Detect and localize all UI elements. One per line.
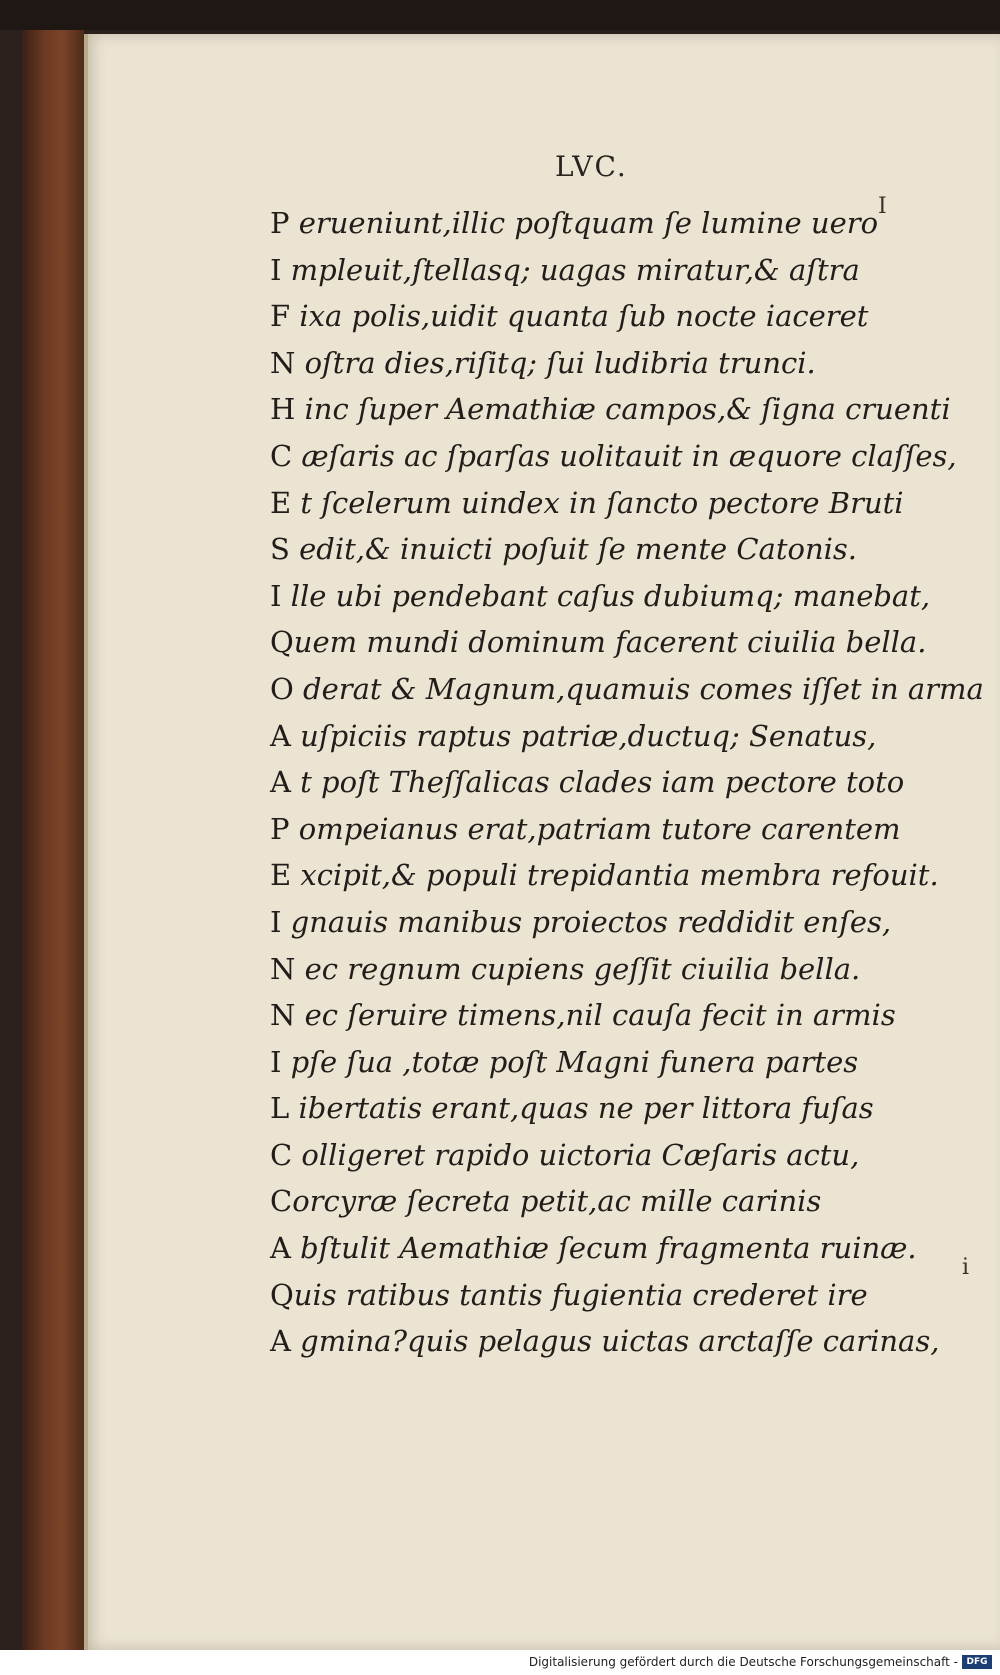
verse-line (270, 433, 957, 480)
verse-line (270, 480, 950, 527)
verse-text: ixa polis,uidit quanta ſub nocte iaceret (290, 299, 869, 334)
verse-initial: S (270, 532, 290, 567)
scan-background (0, 30, 22, 1650)
verse-block (270, 200, 984, 1365)
verse-line (270, 1178, 950, 1225)
verse-initial: A (270, 1324, 291, 1359)
verse-initial: E (270, 858, 292, 893)
verse-text: gnauis manibus proiectos reddidit enſes, (281, 904, 892, 939)
verse-initial: H (270, 392, 296, 427)
verse-text: uem mundi dominum facerent ciuilia bella. (293, 625, 927, 660)
verse-initial: N (270, 951, 296, 986)
verse-text: derat & Magnum,quamuis comes iſſet in arma (293, 671, 984, 706)
verse-text: ec regnum cupiens geſſit ciuilia bella. (295, 951, 861, 986)
margin-mark-bottom: i (962, 1255, 970, 1280)
verse-text: orcyræ ſecreta petit,ac mille carinis (292, 1184, 822, 1219)
verse-initial: I (270, 252, 282, 287)
verse-line (270, 713, 950, 760)
verse-text: lle ubi pendebant caſus dubiumq; manebat, (281, 578, 931, 613)
verse-initial: A (270, 765, 291, 800)
verse-text: inc ſuper Aemathiæ campos,& ſigna cruenti (295, 392, 951, 427)
verse-line (270, 666, 984, 713)
verse-line (270, 1272, 950, 1319)
verse-text: t poſt Theſſalicas clades iam pectore toto (290, 765, 905, 800)
verse-text: t ſcelerum uindex in ſancto pectore Bruti (291, 485, 904, 520)
scan-top-band (0, 0, 1000, 30)
verse-initial: N (270, 998, 296, 1033)
verse-line (270, 1225, 950, 1272)
verse-line (270, 899, 950, 946)
verse-initial: P (270, 811, 290, 846)
verse-initial: L (270, 1091, 290, 1126)
verse-initial: N (270, 345, 296, 380)
verse-line (270, 619, 950, 666)
verse-text: oſtra dies,riſitq; ſui ludibria trunci. (295, 345, 816, 380)
verse-initial: I (270, 578, 282, 613)
verse-line (270, 340, 950, 387)
verse-text: æſaris ac ſparſas uolitauit in æquore claſſes, (292, 438, 957, 473)
verse-text: mpleuit,ſtellasq; uagas miratur,& aſtra (281, 252, 860, 287)
verse-line (270, 200, 950, 247)
verse-line (270, 293, 950, 340)
verse-text: bſtulit Aemathiæ ſecum fragmenta ruinæ. (290, 1231, 917, 1266)
verse-initial: A (270, 718, 291, 753)
verse-initial: C (270, 438, 293, 473)
verse-line (270, 386, 950, 433)
verse-text: uis ratibus tantis fugientia crederet ire (293, 1277, 868, 1312)
verse-text: xcipit,& populi trepidantia membra refouit. (291, 858, 939, 893)
verse-text: uſpiciis raptus patriæ,ductuq; Senatus, (290, 718, 877, 753)
verse-line (270, 852, 950, 899)
verse-line (270, 526, 950, 573)
verse-text: gmina?quis pelagus uictas arctaſſe carinas, (290, 1324, 940, 1359)
verse-text: ec ſeruire timens,nil cauſa fecit in armis (295, 998, 896, 1033)
verse-initial: Q (270, 625, 294, 660)
verse-line (270, 806, 950, 853)
verse-line (270, 1039, 950, 1086)
verse-line (270, 992, 950, 1039)
verse-initial: A (270, 1231, 291, 1266)
verse-text: pſe ſua ,totæ poſt Magni funera partes (281, 1044, 859, 1079)
margin-mark-top: I (878, 194, 887, 219)
verse-text: ompeianus erat,patriam tutore carentem (289, 811, 901, 846)
verse-line (270, 247, 950, 294)
verse-line (270, 1085, 950, 1132)
verse-line (270, 946, 950, 993)
verse-line (270, 573, 950, 620)
verse-initial: P (270, 206, 290, 240)
running-head: LVC. (555, 150, 628, 183)
verse-text: edit,& inuicti poſuit ſe mente Catonis. (289, 532, 858, 567)
dfg-logo: DFG (962, 1655, 992, 1669)
verse-text: olligeret rapido uictoria Cæſaris actu, (292, 1137, 860, 1172)
verse-initial: E (270, 485, 292, 520)
verse-initial: I (270, 1044, 282, 1079)
digitization-credit: Digitalisierung gefördert durch die Deutsche Forschungsgemeinschaft - (528, 1655, 958, 1669)
verse-line (270, 1132, 950, 1179)
verse-initial: Q (270, 1277, 294, 1312)
verse-line (270, 1318, 950, 1365)
verse-text: erueniunt,illic poſtquam ſe lumine uero (289, 206, 879, 240)
verse-initial: F (270, 299, 291, 334)
verse-initial: I (270, 904, 282, 939)
verse-text: ibertatis erant,quas ne per littora fuſas (289, 1091, 874, 1126)
verse-initial: C (270, 1137, 293, 1172)
verse-initial: O (270, 671, 294, 706)
verse-line (270, 759, 950, 806)
book-spine (22, 30, 84, 1650)
verse-initial: C (270, 1184, 293, 1219)
page-gutter-edge (84, 34, 88, 1650)
